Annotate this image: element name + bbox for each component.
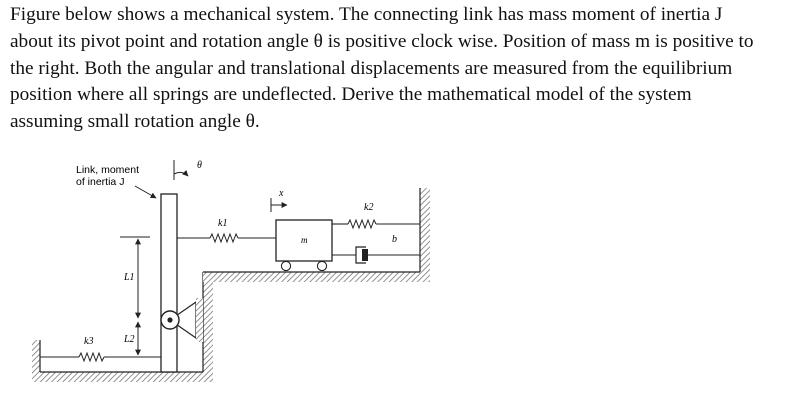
label-k1: k1 — [218, 218, 228, 229]
link-label — [76, 164, 156, 198]
spring-k3 — [40, 336, 161, 361]
ground-hatching — [32, 188, 430, 382]
label-k2: k2 — [364, 202, 374, 213]
length-dimensions — [120, 237, 150, 357]
mass-block — [276, 220, 332, 271]
spring-k2 — [332, 202, 420, 228]
label-m: m — [301, 235, 308, 245]
spring-k1 — [177, 218, 276, 242]
label-theta: θ — [197, 160, 202, 171]
label-k3: k3 — [84, 336, 94, 347]
link-bar — [161, 194, 203, 372]
label-b: b — [392, 234, 397, 245]
label-L2: L2 — [124, 334, 135, 345]
problem-line-1: Figure below shows a mechanical system. The connecting link has mass moment of inertia J — [10, 4, 723, 25]
damper-b — [332, 234, 420, 263]
label-x: x — [279, 188, 284, 199]
problem-statement — [10, 2, 802, 136]
link-label-line1: Link, moment — [76, 164, 140, 176]
problem-line-3: the right. Both the angular and translational displacements are measured from the equilibrium — [10, 57, 733, 79]
problem-line-5: assuming small rotation angle θ. — [10, 111, 260, 133]
problem-line-2: about its pivot point and rotation angle θ is positive clock wise. Position of mass m is positive to — [10, 30, 754, 52]
problem-line-4: position where all springs are undeflected. Derive the mathematical model of the system — [10, 84, 692, 106]
label-L1: L1 — [124, 272, 135, 283]
theta-indicator — [174, 160, 202, 180]
x-indicator — [271, 188, 287, 212]
mechanical-system-figure — [0, 150, 806, 410]
link-label-line2: of inertia J — [76, 176, 125, 188]
